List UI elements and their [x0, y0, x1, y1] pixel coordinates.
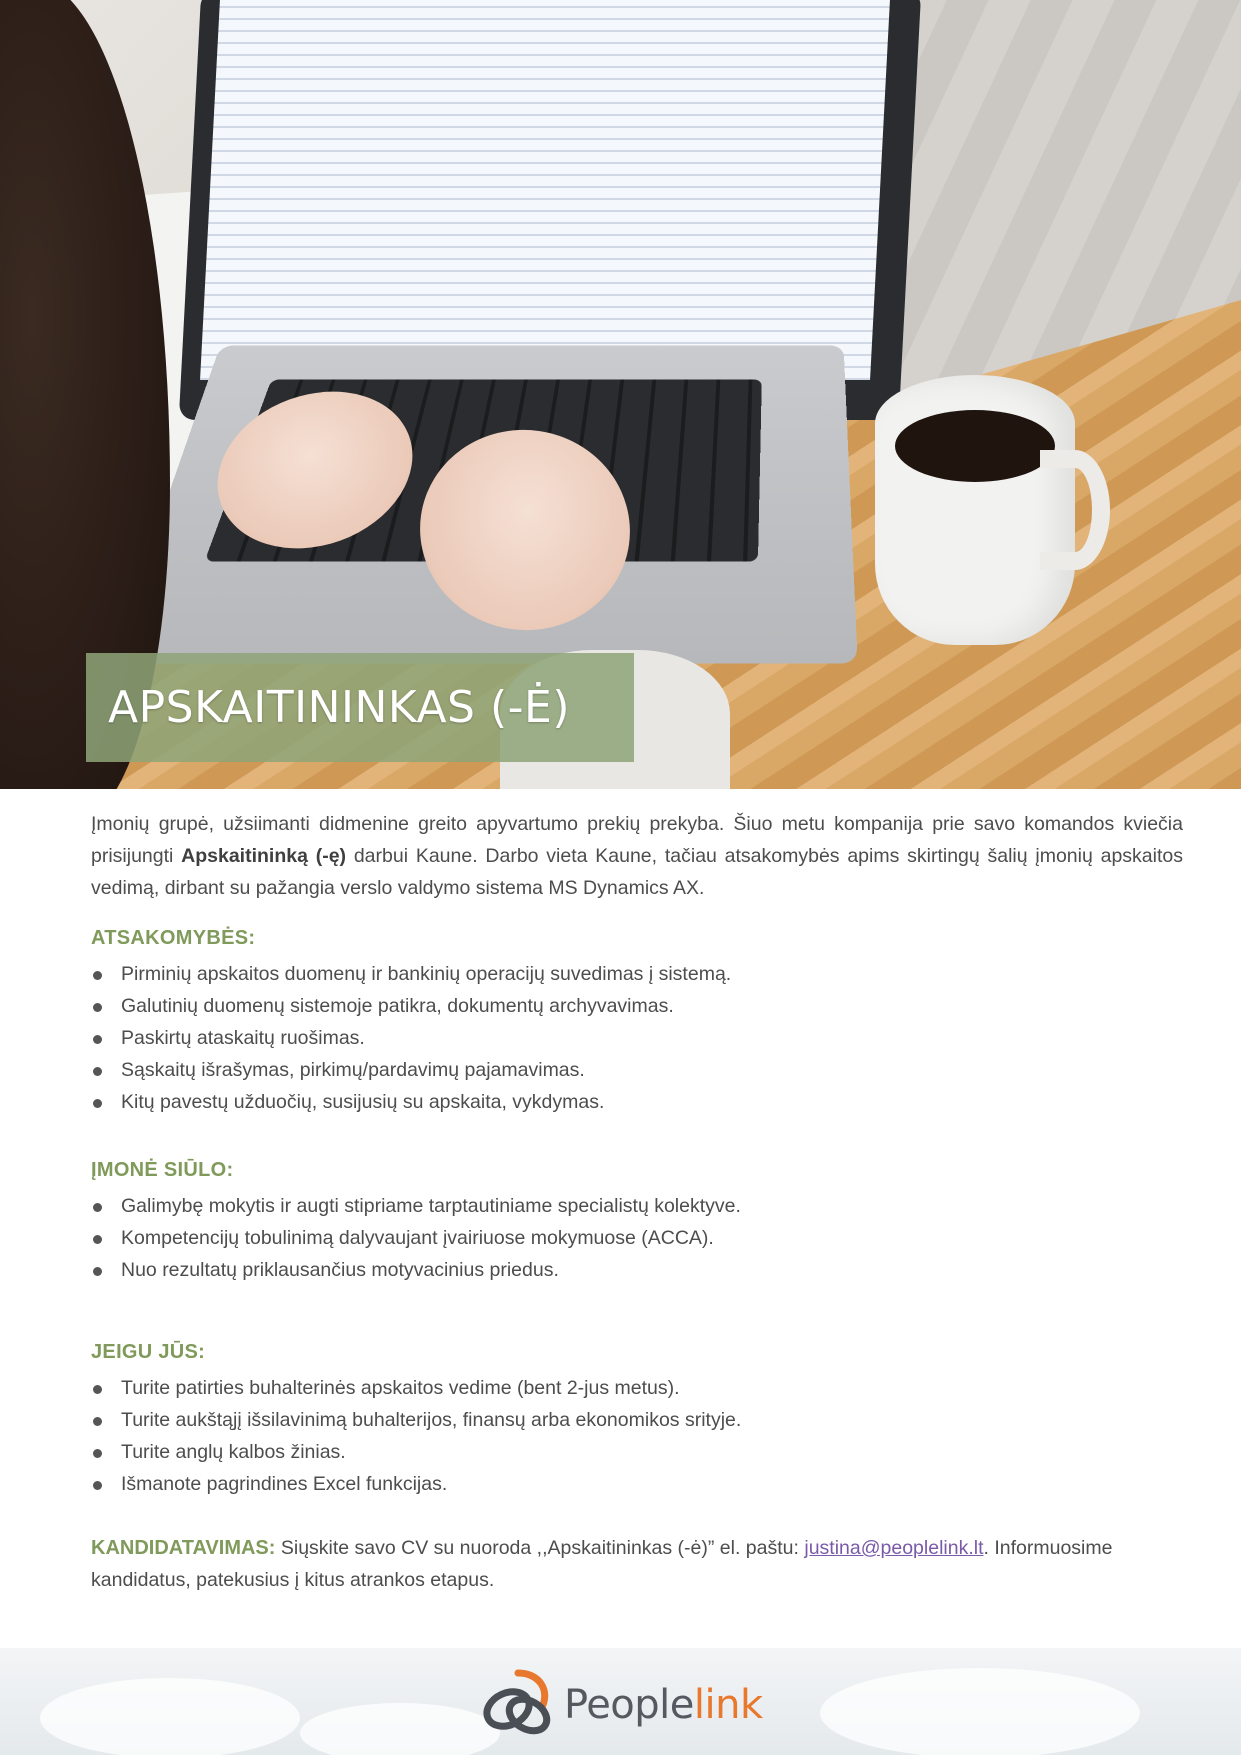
list-item: Turite aukštąjį išsilavinimą buhalterijos, finansų arba ekonomikos srityje. — [91, 1404, 1183, 1436]
spacer — [91, 1286, 1183, 1318]
cloud-decoration — [300, 1703, 500, 1755]
requirements-list — [91, 1372, 1183, 1500]
list-item: Paskirtų ataskaitų ruošimas. — [91, 1022, 1183, 1054]
logo-word-accent: link — [693, 1682, 763, 1728]
cloud-decoration — [820, 1668, 1140, 1755]
list-item: Turite anglų kalbos žinias. — [91, 1436, 1183, 1468]
logo-wordmark — [564, 1682, 763, 1728]
intro-text-start: Įmonių grupė, užsiimanti didmenine greito apyvartumo prekių prekyba. Šiuo metu kompanija prie savo komandos kviečia prisijungti — [91, 813, 1183, 867]
offer-title: ĮMONĖ SIŪLO: — [91, 1159, 234, 1181]
apply-label: KANDIDATAVIMAS: — [91, 1537, 276, 1559]
apply-text-end: . Informuosime kandidatus, patekusius į kitus atrankos etapus. — [91, 1537, 1113, 1591]
cup-handle — [1040, 450, 1110, 570]
responsibilities-title: ATSAKOMYBĖS: — [91, 927, 256, 949]
requirements-title: JEIGU JŪS: — [91, 1341, 206, 1363]
spacer — [91, 1118, 1183, 1136]
logo-word-main: People — [564, 1682, 694, 1728]
intro-paragraph — [91, 808, 1183, 904]
email-link[interactable]: justina@peoplelink.lt — [804, 1537, 984, 1559]
job-description — [91, 808, 1183, 1596]
coffee — [895, 410, 1055, 482]
laptop-screen — [200, 0, 890, 380]
list-item: Išmanote pagrindines Excel funkcijas. — [91, 1468, 1183, 1500]
job-title: APSKAITININKAS (-Ė) — [108, 682, 570, 733]
responsibilities-list — [91, 958, 1183, 1118]
list-item: Galimybę mokytis ir augti stipriame tarptautiniame specialistų kolektyve. — [91, 1190, 1183, 1222]
apply-paragraph — [91, 1532, 1183, 1596]
list-item: Turite patirties buhalterinės apskaitos vedime (bent 2-jus metus). — [91, 1372, 1183, 1404]
list-item: Sąskaitų išrašymas, pirkimų/pardavimų pajamavimas. — [91, 1054, 1183, 1086]
intro-text-end: darbui Kaune. Darbo vieta Kaune, tačiau atsakomybės apims skirtingų šalių įmonių apskaitos vedimą, dirbant su pažangia verslo valdymo sistema MS Dynamics AX. — [91, 845, 1183, 899]
cloud-decoration — [40, 1678, 300, 1755]
peoplelink-logo-icon — [478, 1665, 558, 1745]
list-item: Kitų pavestų užduočių, susijusių su apskaita, vykdymas. — [91, 1086, 1183, 1118]
list-item: Kompetencijų tobulinimą dalyvaujant įvairiuose mokymuose (ACCA). — [91, 1222, 1183, 1254]
intro-position-bold: Apskaitininką (-ę) — [181, 845, 347, 867]
list-item: Galutinių duomenų sistemoje patikra, dokumentų archyvavimas. — [91, 990, 1183, 1022]
apply-text-start: Siųskite savo CV su nuoroda ,,Apskaitininkas (-ė)” el. paštu: — [275, 1537, 805, 1559]
peoplelink-logo — [478, 1660, 778, 1750]
spacer — [91, 1500, 1183, 1532]
list-item: Nuo rezultatų priklausančius motyvacinius priedus. — [91, 1254, 1183, 1286]
title-band — [86, 653, 634, 762]
list-item: Pirminių apskaitos duomenų ir bankinių operacijų suvedimas į sistemą. — [91, 958, 1183, 990]
offer-list — [91, 1190, 1183, 1286]
